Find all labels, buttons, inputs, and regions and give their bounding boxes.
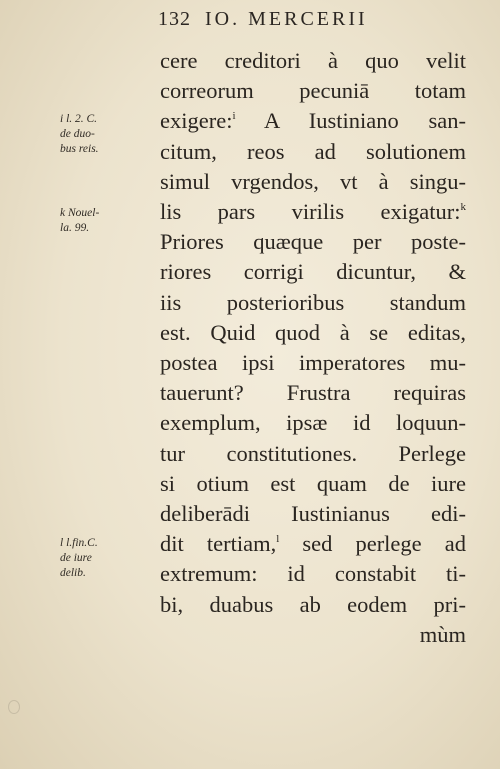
- footnote-marker: l: [276, 533, 280, 546]
- text-line: si otium est quam de iure: [160, 470, 466, 496]
- text-line: iis posterioribus standum: [160, 289, 466, 315]
- margin-note-l: l l.fin.C. de iure delib.: [60, 537, 98, 579]
- text-line: deliberādi Iustinianus edi-: [160, 501, 466, 527]
- text-line: bi, duabus ab eodem pri-: [160, 591, 466, 617]
- text-line: correorum pecuniā totam: [160, 78, 466, 104]
- footnote-marker: i: [232, 110, 236, 123]
- text-line: est. Quid quod à se editas,: [160, 319, 466, 345]
- text-line: tur constitutiones. Perlege: [160, 440, 466, 466]
- paper-blemish: [8, 700, 20, 714]
- text-line: postea ipsi imperatores mu-: [160, 350, 466, 376]
- text-line: extremum: id constabit ti-: [160, 561, 466, 587]
- page-number: 132: [158, 8, 191, 30]
- text-line: exemplum, ipsæ id loquun-: [160, 410, 466, 436]
- catchword: mùm: [419, 621, 466, 647]
- text-line: citum, reos ad solutionem: [160, 138, 466, 164]
- text-line: simul vrgendos, vt à singu-: [160, 168, 466, 194]
- text-line: cere creditori à quo velit: [160, 48, 466, 73]
- text-line: riores corrigi dicuntur, &: [160, 259, 466, 285]
- page-header: [158, 8, 368, 31]
- margin-note-k: k Nouel- la. 99.: [60, 207, 100, 234]
- margin-note-i: i l. 2. C. de duo- bus reis.: [60, 113, 99, 155]
- footnote-marker: k: [460, 201, 466, 214]
- main-text-block: [160, 46, 466, 650]
- text-line: lis pars virilis exigatur:$^k$: [160, 199, 466, 225]
- text-line: Priores quæque per poste-: [160, 229, 466, 255]
- text-line: exigere:$^i$ A Iustiniano san-: [160, 108, 466, 134]
- text-line: tauerunt? Frustra requiras: [160, 380, 466, 406]
- text-line: dit tertiam,$^l$ sed perlege ad: [160, 531, 466, 557]
- running-title: IO. MERCERII: [205, 8, 368, 30]
